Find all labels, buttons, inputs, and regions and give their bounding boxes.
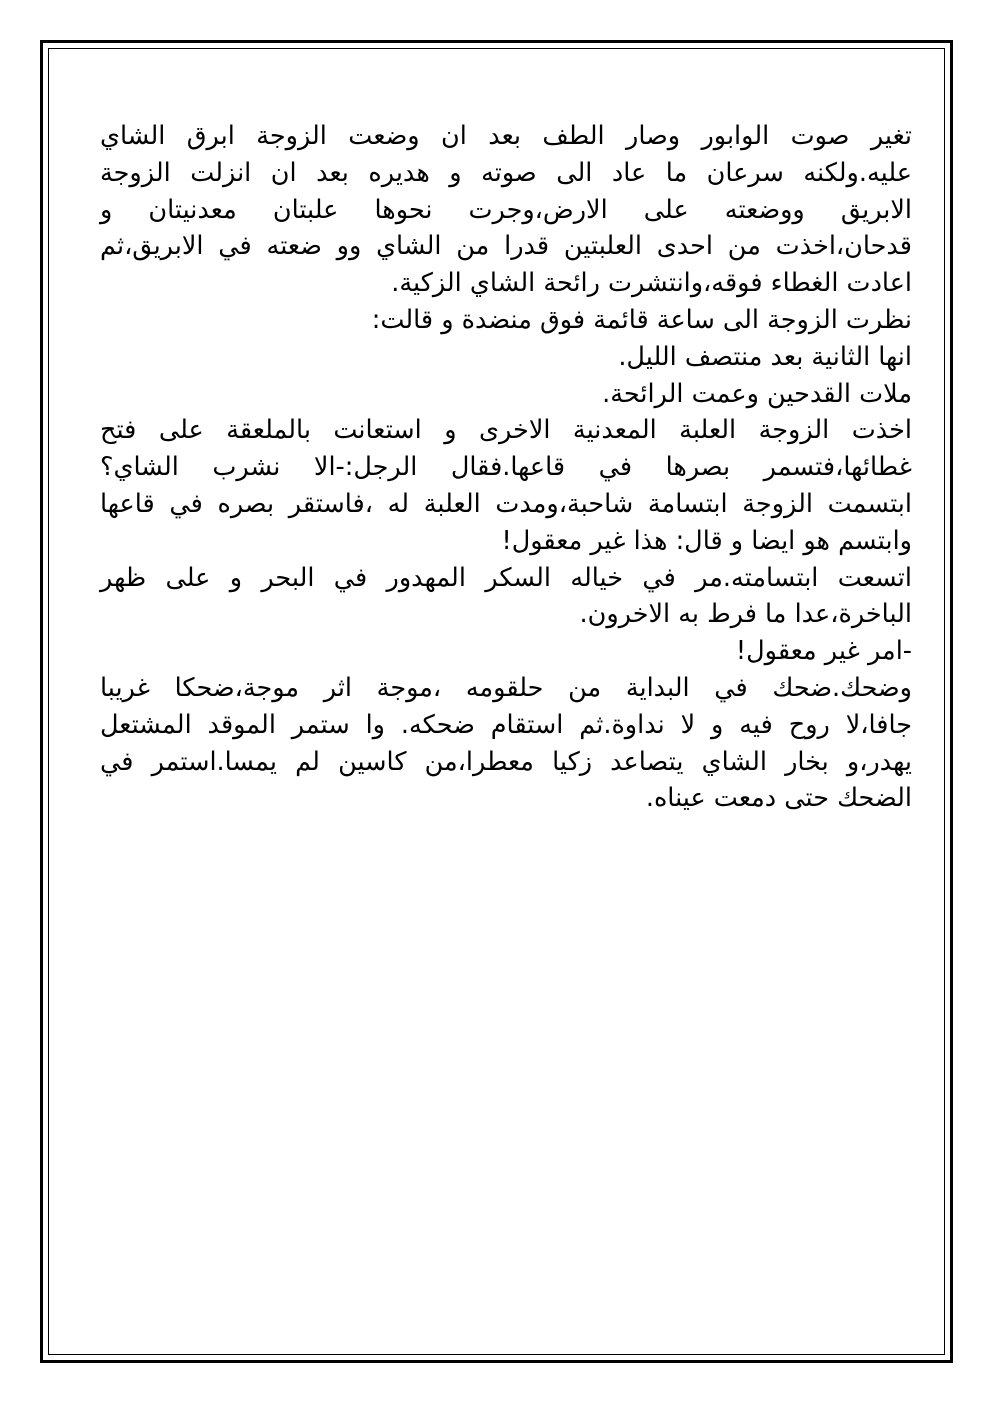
text-line-10: غطائها،فتسمر بصرها في قاعها.فقال الرجل:-الا نشرب الشاي؟: [100, 452, 912, 483]
story-text: [100, 118, 912, 817]
text-line-17: جافا،لا روح فيه و لا نداوة.ثم استقام ضحكه. وا ستمر الموقد المشتعل: [100, 709, 912, 740]
text-line-2: عليه.ولكنه سرعان ما عاد الى صوته و هديره بعد ان انزلت الزوجة: [100, 157, 912, 188]
text-line-6: نظرت الزوجة الى ساعة قائمة فوق منضدة و قالت:: [371, 304, 912, 335]
text-line-12: وابتسم هو ايضا و قال: هذا غير معقول!: [501, 525, 912, 556]
text-line-9: اخذت الزوجة العلبة المعدنية الاخرى و استعانت بالملعقة على فتح: [100, 415, 912, 446]
text-line-11: ابتسمت الزوجة ابتسامة شاحبة،ومدت العلبة له ،فاستقر بصره في قاعها: [100, 488, 912, 519]
text-line-15: -امر غير معقول!: [735, 636, 912, 667]
text-line-19: الضحك حتى دمعت عيناه.: [645, 783, 912, 814]
text-line-3: الابريق ووضعته على الارض،وجرت نحوها علبتان معدنيتان و: [100, 194, 912, 225]
text-line-16: وضحك.ضحك في البداية من حلقومه ،موجة اثر موجة،ضحكا غريبا: [100, 672, 912, 703]
text-line-18: يهدر،و بخار الشاي يتصاعد زكيا معطرا،من كاسين لم يمسا.استمر في: [100, 746, 912, 777]
text-line-8: ملات القدحين وعمت الرائحة.: [602, 378, 912, 409]
text-line-13: اتسعت ابتسامته.مر في خياله السكر المهدور في البحر و على ظهر: [100, 562, 912, 593]
text-line-7: انها الثانية بعد منتصف الليل.: [618, 341, 912, 372]
text-line-5: اعادت الغطاء فوقه،وانتشرت رائحة الشاي الزكية.: [391, 268, 912, 299]
text-line-1: تغير صوت الوابور وصار الطف بعد ان وضعت الزوجة ابرق الشاي: [100, 121, 912, 151]
text-line-4: قدحان،اخذت من احدى العلبتين قدرا من الشاي وو ضعته في الابريق،ثم: [100, 231, 912, 262]
text-line-14: الباخرة،عدا ما فرط به الاخرون.: [579, 599, 912, 630]
